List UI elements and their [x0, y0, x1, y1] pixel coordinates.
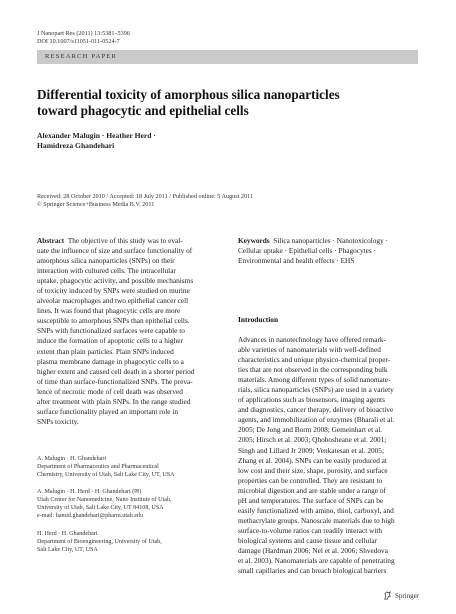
title-line-1: Differential toxicity of amorphous silica nanoparticles — [37, 87, 340, 102]
abstract-line: lines. It was found that phagocytic cells are more — [37, 306, 181, 316]
intro-line: characteristics and unique physico-chemical proper- — [238, 355, 391, 365]
abstract-line: of time than surface-functionalized SNPs. The preva- — [37, 376, 193, 386]
keywords-line: Environmental and health effects · EHS — [238, 256, 355, 266]
intro-line: ties that are not observed in the corresponding bulk — [238, 365, 388, 375]
intro-line: methacrylate groups. Nanoscale materials due to high — [238, 515, 395, 525]
springer-horse-icon — [383, 591, 392, 600]
journal-line-1: J Nanopart Res (2011) 13:5381–5396 — [37, 30, 130, 37]
article-title — [37, 87, 418, 118]
authors — [37, 131, 337, 151]
title-line-2: toward phagocytic and epithelial cells — [37, 102, 249, 118]
abstract-line: alveolar macrophages and two epithelial cancer cell — [37, 296, 189, 306]
intro-line: surface-to-volume ratios can readily interact with — [238, 525, 383, 535]
affiliation-2 — [37, 489, 237, 521]
abstract-line: SNPs toxicity. — [37, 416, 79, 426]
intro-line: pH and temperatures. The surface of SNPs can be — [238, 495, 384, 505]
intro-line: of applications such as biosensors, imaging agents — [238, 395, 385, 405]
affiliation-dept: Department of Bioengineering, University of Utah, — [37, 538, 162, 545]
intro-line: Advances in nanotechnology have offered remark- — [238, 335, 386, 344]
intro-line: agents, and immobilization of enzymes (Bharali et al. — [238, 415, 395, 425]
introduction-heading: Introduction — [238, 315, 279, 324]
intro-line: Zhang et al. 2004). SNPs can be easily produced at — [238, 455, 387, 465]
authors-line-1: Alexander Malugin · Heather Herd · — [37, 131, 156, 140]
intro-line: 2005; Hirsch et al. 2003; Qhobosheane et al. 2001; — [238, 435, 387, 445]
intro-line: easily functionalized with amino, thiol, carboxyl, and — [238, 505, 394, 515]
affiliation-place: Chemistry, University of Utah, Salt Lake City, UT, USA — [37, 471, 175, 478]
intro-line: materials. Among different types of solid nanomate- — [238, 375, 391, 385]
keywords-line: Cellular uptake · Epithelial cells · Phagocytes · — [238, 246, 376, 256]
abstract-line: uate the influence of size and surface functionality of — [37, 246, 193, 256]
abstract — [37, 236, 218, 427]
intro-line: et al. 2003). Nanomaterials are capable of penetrating — [238, 556, 395, 566]
intro-line: damage (Hardman 2006; Nel et al. 2006; Shvedova — [238, 545, 388, 555]
abstract-line: after treatment with plain SNPs. In the range studied — [37, 396, 191, 406]
section-bar — [37, 50, 418, 64]
intro-line: 2005; De Jong and Borm 2008; Gemeinhart et al. — [238, 425, 383, 435]
keywords-label: Keywords — [238, 236, 270, 245]
abstract-line: lence of necrotic mode of cell death was observed — [37, 386, 183, 396]
abstract-line: amorphous silica nanoparticles (SNPs) on their — [37, 256, 175, 266]
abstract-line: SNPs with functionalized surfaces were capable to — [37, 326, 185, 336]
abstract-line: uptake, phagocytic activity, and possible mechanisms — [37, 276, 194, 286]
keywords-line: Keywords Silica nanoparticles · Nanotoxicology · — [238, 236, 388, 245]
affiliation-3 — [37, 531, 237, 555]
affiliation-dept: Department of Pharmaceutics and Pharmaceutical — [37, 463, 159, 470]
intro-line: Singh and Lillard Jr 2009; Venkatesan et al. 2005; — [238, 445, 384, 455]
affiliation-place: University of Utah, Salt Lake City, UT 84108, USA — [37, 504, 164, 511]
intro-line: low cost and their size, shape, porosity, and surface — [238, 465, 388, 475]
abstract-label: Abstract — [37, 236, 65, 245]
publisher-name: Springer — [395, 591, 420, 600]
intro-line: rials, silica nanoparticles (SNPs) are used in a variety — [238, 385, 394, 395]
abstract-line: plasma membrane damage in phagocytic cells to a — [37, 356, 184, 366]
journal-citation — [37, 30, 130, 46]
affiliation-email[interactable]: e-mail: hamid.ghandehari@pharm.utah.edu — [37, 512, 144, 519]
abstract-line: surface functionality played an important role in — [37, 406, 179, 416]
journal-doi: DOI 10.1007/s11051-011-0524-7 — [37, 38, 120, 45]
publication-dates — [37, 193, 418, 210]
abstract-line: interaction with cultured cells. The intracellular — [37, 266, 176, 276]
abstract-line: of toxicity induced by SNPs were studied on murine — [37, 286, 190, 296]
abstract-line: susceptible to amorphous SNPs than epithelial cells. — [37, 316, 190, 326]
affiliation-names: A. Malugin · H. Ghandehari — [37, 456, 107, 462]
introduction-body — [238, 335, 419, 576]
copyright-line: © Springer Science+Business Media B.V. 2011 — [37, 201, 155, 209]
affiliation-names: A. Malugin · H. Herd · H. Ghandehari (✉) — [37, 489, 142, 495]
keywords — [238, 236, 419, 266]
affiliation-place: Salt Lake City, UT, USA — [37, 546, 98, 553]
affiliation-dept: Utah Center for Nanomedicine, Nano Institute of Utah, — [37, 496, 172, 503]
intro-line: able varieties of nanomaterials with well-defined — [238, 345, 381, 355]
dates-line: Received: 28 October 2010 / Accepted: 18 July 2011 / Published online: 5 August 2011 — [37, 193, 254, 200]
authors-line-2: Hamidreza Ghandehari — [37, 141, 115, 150]
intro-line: microbial digestion and are stable under a range of — [238, 485, 386, 495]
publisher-logo — [383, 591, 419, 600]
intro-line: properties can be controlled. They are resistant to — [238, 475, 383, 485]
intro-line: small capillaries and can breach biological barriers — [238, 566, 387, 576]
intro-line: and diagnostics, cancer therapy, delivery of bioactive — [238, 405, 394, 415]
abstract-line: extent than plain particles. Plain SNPs induced — [37, 346, 174, 356]
abstract-line: Abstract The objective of this study was to eval- — [37, 236, 183, 245]
intro-line: biological systems and cause tissue and cellular — [238, 535, 378, 545]
section-bar-label: RESEARCH PAPER — [45, 53, 118, 60]
abstract-line: higher extent and caused cell death in a shorter period — [37, 366, 195, 376]
affiliation-1 — [37, 456, 237, 480]
abstract-line: induce the formation of apoptotic cells to a higher — [37, 336, 183, 346]
affiliation-names: H. Herd · H. Ghandehari — [37, 531, 98, 537]
